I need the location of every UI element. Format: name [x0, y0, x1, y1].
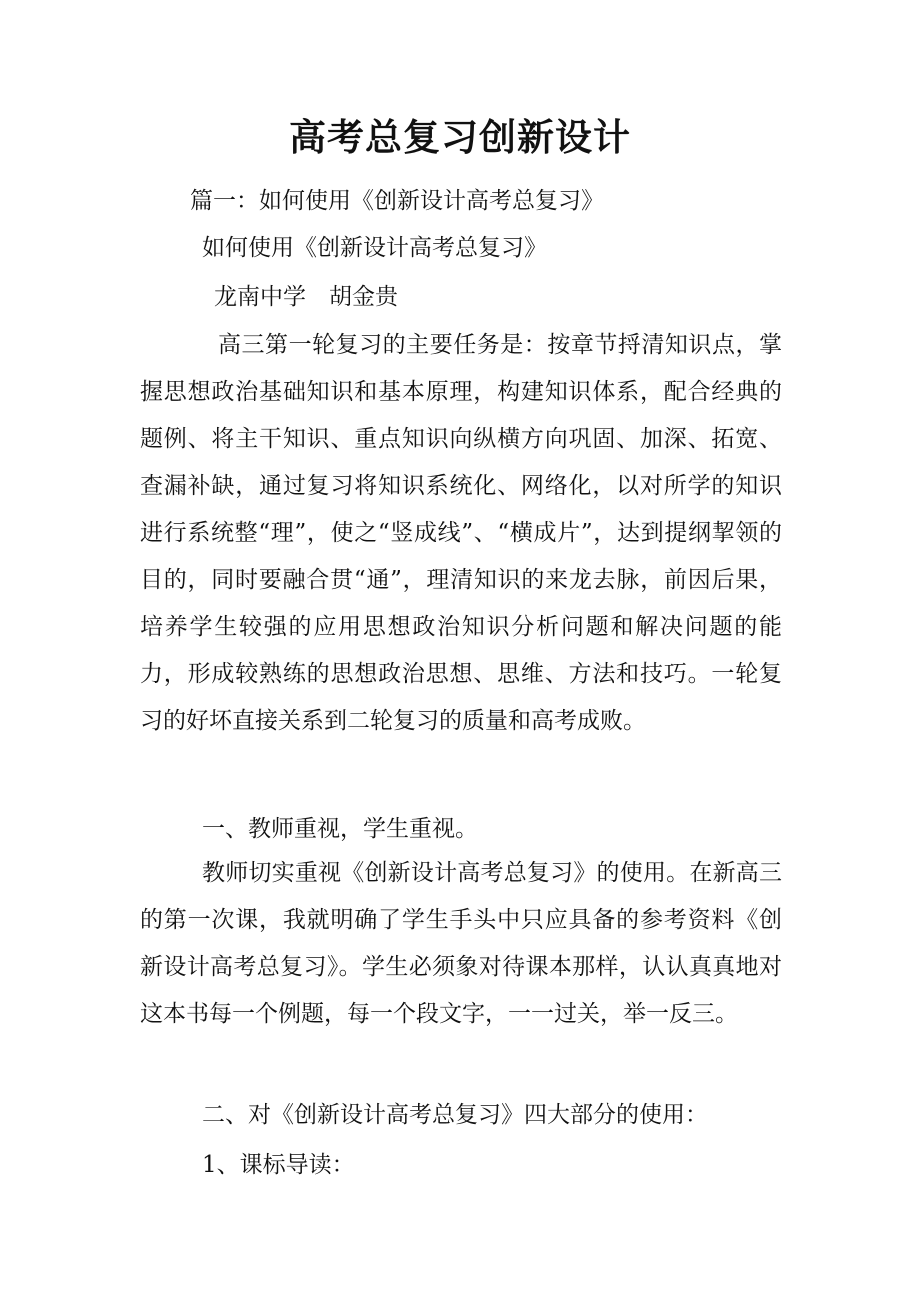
section1-paragraph: 教师切实重视《创新设计高考总复习》的使用。在新高三的第一次课，我就明确了学生手头中只应具备的参考资料《创新设计高考总复习》。学生必须象对待课本那样，认认真真地对这本书每一个例题，每一个段文字，一一过关，举一反三。: [140, 860, 782, 1027]
document-title: 高考总复习创新设计: [289, 115, 631, 159]
intro-paragraph: 高三第一轮复习的主要任务是：按章节捋清知识点，掌握思想政治基础知识和基本原理，构建知识体系，配合经典的题例、将主干知识、重点知识向纵横方向巩固、加深、拓宽、查漏补缺，通过复习将知识系统化、网络化，以对所学的知识进行系统整“理”，使之“竖成线”、“横成片”，达到提纲挈领的目的，同时要融合贯“通”，理清知识的来龙去脉，前因后果，培养学生较强的应用思想政治知识分析问题和解决问题的能力，形成较熟练的思想政治思想、思维、方法和技巧。一轮复习的好坏直接关系到二轮复习的质量和高考成败。: [140, 332, 782, 734]
article-heading: 如何使用《创新设计高考总复习》: [202, 235, 547, 261]
subtitle: 篇一：如何使用《创新设计高考总复习》: [190, 188, 604, 214]
item1-heading: 1、课标导读：: [202, 1152, 355, 1178]
section1-heading: 一、教师重视，学生重视。: [202, 816, 478, 842]
section2-heading: 二、对《创新设计高考总复习》四大部分的使用：: [202, 1102, 708, 1128]
author-line: 龙南中学 胡金贵: [214, 284, 398, 310]
